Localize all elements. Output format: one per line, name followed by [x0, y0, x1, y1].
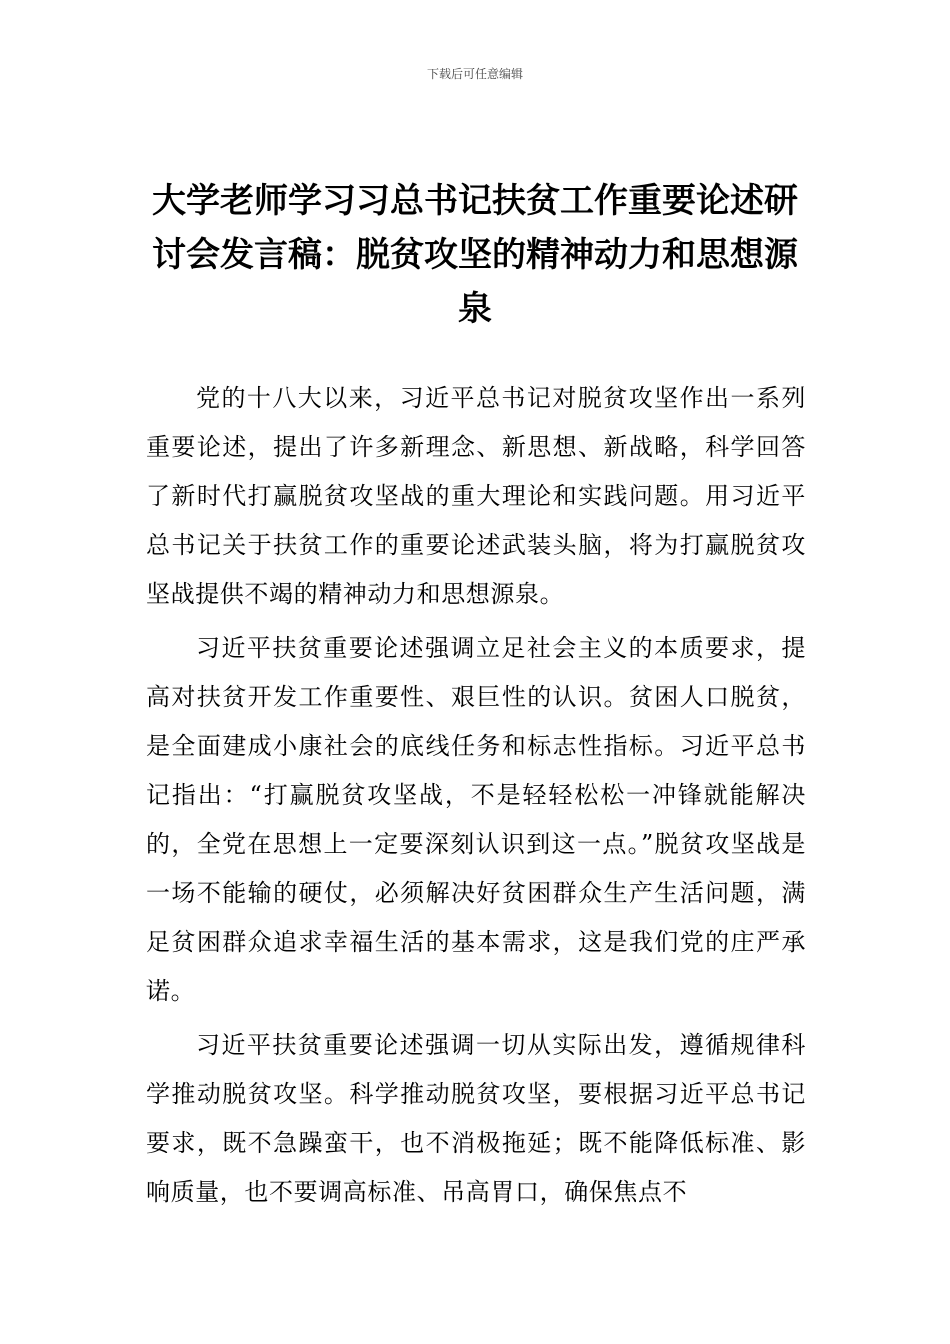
header-note: 下载后可任意编辑 — [426, 67, 523, 81]
paragraph-1: 党的十八大以来，习近平总书记对脱贫攻坚作出一系列重要论述，提出了许多新理念、新思想、新战略，科学回答了新时代打赢脱贫攻坚战的重大理论和实践问题。用习近平总书记关于扶贫工作的重要论述武装头脑，将为打赢脱贫攻坚战提供不竭的精神动力和思想源泉。 — [146, 384, 806, 608]
paragraph-2: 习近平扶贫重要论述强调立足社会主义的本质要求，提高对扶贫开发工作重要性、艰巨性的认识。贫困人口脱贫，是全面建成小康社会的底线任务和标志性指标。习近平总书记指出：“打赢脱贫攻坚战，不是轻轻松松一冲锋就能解决的，全党在思想上一定要深刻认识到这一点。”脱贫攻坚战是一场不能输的硬仗，必须解决好贫困群众生产生活问题，满足贫困群众追求幸福生活的基本需求，这是我们党的庄严承诺。 — [146, 634, 806, 1005]
document-body — [146, 374, 806, 1222]
document-title: 大学老师学习习总书记扶贫工作重要论述研讨会发言稿：脱贫攻坚的精神动力和思想源泉 — [152, 181, 798, 329]
paragraph-3: 习近平扶贫重要论述强调一切从实际出发，遵循规律科学推动脱贫攻坚。科学推动脱贫攻坚，要根据习近平总书记要求，既不急躁蛮干，也不消极拖延；既不能降低标准、影响质量，也不要调高标准、吊高胃口，确保焦点不 — [146, 1031, 806, 1206]
